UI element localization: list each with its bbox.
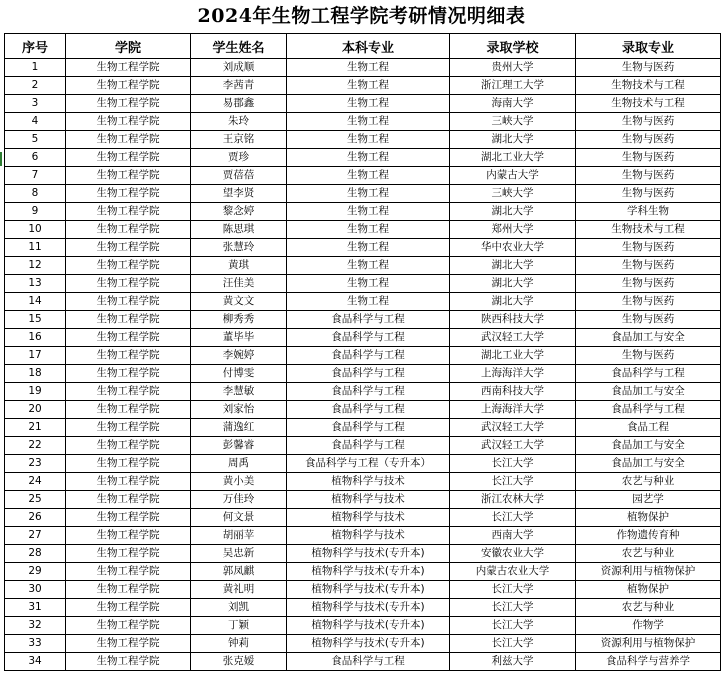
cell-admitted-major: 植物保护 (576, 581, 721, 599)
cell-college: 生物工程学院 (66, 491, 191, 509)
table-row (5, 383, 721, 401)
cell-student-name: 王京铭 (191, 131, 287, 149)
cell-student-name: 刘家怡 (191, 401, 287, 419)
cell-college: 生物工程学院 (66, 599, 191, 617)
cell-student-name: 董毕毕 (191, 329, 287, 347)
cell-admitted-major: 食品加工与安全 (576, 383, 721, 401)
header-admitted-school: 录取学校 (450, 34, 576, 59)
cell-college: 生物工程学院 (66, 581, 191, 599)
cell-college: 生物工程学院 (66, 401, 191, 419)
table-row (5, 401, 721, 419)
cell-college: 生物工程学院 (66, 59, 191, 77)
cell-college: 生物工程学院 (66, 203, 191, 221)
cell-index: 27 (5, 527, 66, 545)
cell-college: 生物工程学院 (66, 113, 191, 131)
cell-undergrad-major: 食品科学与工程 (287, 347, 450, 365)
cell-admitted-major: 食品科学与工程 (576, 401, 721, 419)
cell-admitted-major: 资源利用与植物保护 (576, 635, 721, 653)
cell-admitted-school: 长江大学 (450, 455, 576, 473)
cell-index: 22 (5, 437, 66, 455)
table-row (5, 95, 721, 113)
cell-student-name: 朱玲 (191, 113, 287, 131)
cell-student-name: 易郡鑫 (191, 95, 287, 113)
cell-index: 12 (5, 257, 66, 275)
cell-admitted-school: 湖北大学 (450, 131, 576, 149)
cell-admitted-school: 利兹大学 (450, 653, 576, 671)
cell-college: 生物工程学院 (66, 149, 191, 167)
cell-admitted-school: 海南大学 (450, 95, 576, 113)
table-row (5, 275, 721, 293)
cell-index: 5 (5, 131, 66, 149)
cell-admitted-major: 食品科学与营养学 (576, 653, 721, 671)
cell-admitted-school: 上海海洋大学 (450, 401, 576, 419)
cell-admitted-school: 上海海洋大学 (450, 365, 576, 383)
cell-student-name: 周禹 (191, 455, 287, 473)
table-header (5, 34, 721, 59)
cell-college: 生物工程学院 (66, 221, 191, 239)
cell-undergrad-major: 植物科学与技术(专升本) (287, 563, 450, 581)
cell-undergrad-major: 植物科学与技术 (287, 473, 450, 491)
cell-student-name: 黄小美 (191, 473, 287, 491)
cell-student-name: 张克嫒 (191, 653, 287, 671)
cell-index: 15 (5, 311, 66, 329)
table-row (5, 473, 721, 491)
cell-index: 7 (5, 167, 66, 185)
cell-admitted-major: 农艺与种业 (576, 545, 721, 563)
table-row (5, 563, 721, 581)
table-row (5, 239, 721, 257)
cell-index: 34 (5, 653, 66, 671)
cell-undergrad-major: 植物科学与技术 (287, 527, 450, 545)
cell-college: 生物工程学院 (66, 275, 191, 293)
cell-college: 生物工程学院 (66, 347, 191, 365)
cell-undergrad-major: 生物工程 (287, 113, 450, 131)
cell-index: 32 (5, 617, 66, 635)
header-index: 序号 (5, 34, 66, 59)
table-row (5, 113, 721, 131)
cell-admitted-major: 资源利用与植物保护 (576, 563, 721, 581)
cell-student-name: 李茜青 (191, 77, 287, 95)
cell-undergrad-major: 生物工程 (287, 185, 450, 203)
cell-undergrad-major: 生物工程 (287, 239, 450, 257)
row-indicator (0, 152, 2, 166)
cell-undergrad-major: 植物科学与技术(专升本) (287, 581, 450, 599)
cell-undergrad-major: 植物科学与技术 (287, 491, 450, 509)
cell-admitted-school: 安徽农业大学 (450, 545, 576, 563)
cell-index: 24 (5, 473, 66, 491)
cell-admitted-major: 生物与医药 (576, 167, 721, 185)
cell-admitted-major: 生物与医药 (576, 113, 721, 131)
table-row (5, 581, 721, 599)
cell-admitted-major: 生物技术与工程 (576, 77, 721, 95)
cell-college: 生物工程学院 (66, 239, 191, 257)
cell-undergrad-major: 食品科学与工程（专升本） (287, 455, 450, 473)
cell-college: 生物工程学院 (66, 311, 191, 329)
table-body (5, 59, 721, 671)
cell-college: 生物工程学院 (66, 419, 191, 437)
cell-index: 8 (5, 185, 66, 203)
header-admitted-major: 录取专业 (576, 34, 721, 59)
cell-index: 14 (5, 293, 66, 311)
cell-admitted-school: 长江大学 (450, 617, 576, 635)
cell-admitted-school: 湖北大学 (450, 257, 576, 275)
cell-admitted-school: 郑州大学 (450, 221, 576, 239)
cell-admitted-school: 武汉轻工大学 (450, 419, 576, 437)
cell-college: 生物工程学院 (66, 131, 191, 149)
table-row (5, 293, 721, 311)
header-college: 学院 (66, 34, 191, 59)
cell-undergrad-major: 食品科学与工程 (287, 383, 450, 401)
cell-admitted-major: 生物与医药 (576, 347, 721, 365)
cell-admitted-major: 园艺学 (576, 491, 721, 509)
header-student-name: 学生姓名 (191, 34, 287, 59)
page-title: 2024年生物工程学院考研情况明细表 (197, 5, 526, 27)
table-row (5, 437, 721, 455)
cell-admitted-school: 内蒙古农业大学 (450, 563, 576, 581)
cell-admitted-major: 作物遗传育种 (576, 527, 721, 545)
cell-undergrad-major: 生物工程 (287, 59, 450, 77)
table-row (5, 527, 721, 545)
cell-index: 21 (5, 419, 66, 437)
cell-student-name: 蒲逸红 (191, 419, 287, 437)
table-row (5, 509, 721, 527)
cell-student-name: 张慧玲 (191, 239, 287, 257)
cell-admitted-major: 生物与医药 (576, 257, 721, 275)
table-row (5, 131, 721, 149)
cell-admitted-school: 武汉轻工大学 (450, 329, 576, 347)
cell-undergrad-major: 食品科学与工程 (287, 365, 450, 383)
cell-index: 19 (5, 383, 66, 401)
cell-student-name: 黄礼明 (191, 581, 287, 599)
cell-admitted-major: 生物与医药 (576, 239, 721, 257)
cell-index: 26 (5, 509, 66, 527)
cell-admitted-school: 长江大学 (450, 635, 576, 653)
cell-student-name: 黎念婷 (191, 203, 287, 221)
cell-admitted-school: 湖北大学 (450, 275, 576, 293)
cell-undergrad-major: 食品科学与工程 (287, 311, 450, 329)
cell-admitted-major: 食品科学与工程 (576, 365, 721, 383)
cell-admitted-school: 贵州大学 (450, 59, 576, 77)
cell-index: 16 (5, 329, 66, 347)
cell-student-name: 黄文文 (191, 293, 287, 311)
cell-student-name: 丁颖 (191, 617, 287, 635)
cell-student-name: 郭凤麒 (191, 563, 287, 581)
table-row (5, 365, 721, 383)
cell-admitted-school: 内蒙古大学 (450, 167, 576, 185)
cell-student-name: 彭馨睿 (191, 437, 287, 455)
cell-index: 33 (5, 635, 66, 653)
table-row (5, 329, 721, 347)
table-row (5, 599, 721, 617)
cell-college: 生物工程学院 (66, 293, 191, 311)
cell-college: 生物工程学院 (66, 365, 191, 383)
cell-admitted-major: 生物与医药 (576, 311, 721, 329)
cell-college: 生物工程学院 (66, 437, 191, 455)
cell-index: 30 (5, 581, 66, 599)
cell-admitted-major: 生物技术与工程 (576, 95, 721, 113)
header-undergrad-major: 本科专业 (287, 34, 450, 59)
table-row (5, 59, 721, 77)
cell-admitted-school: 武汉轻工大学 (450, 437, 576, 455)
cell-index: 20 (5, 401, 66, 419)
cell-index: 23 (5, 455, 66, 473)
cell-admitted-school: 华中农业大学 (450, 239, 576, 257)
cell-admitted-school: 浙江农林大学 (450, 491, 576, 509)
cell-index: 2 (5, 77, 66, 95)
cell-undergrad-major: 植物科学与技术 (287, 509, 450, 527)
cell-admitted-school: 西南科技大学 (450, 383, 576, 401)
cell-admitted-school: 三峡大学 (450, 185, 576, 203)
table-row (5, 635, 721, 653)
cell-undergrad-major: 生物工程 (287, 275, 450, 293)
cell-undergrad-major: 食品科学与工程 (287, 329, 450, 347)
admissions-table (4, 33, 721, 671)
cell-college: 生物工程学院 (66, 383, 191, 401)
cell-admitted-major: 食品加工与安全 (576, 329, 721, 347)
table-row (5, 221, 721, 239)
cell-admitted-major: 学科生物 (576, 203, 721, 221)
cell-undergrad-major: 生物工程 (287, 293, 450, 311)
cell-undergrad-major: 生物工程 (287, 77, 450, 95)
cell-college: 生物工程学院 (66, 329, 191, 347)
cell-admitted-major: 生物与医药 (576, 185, 721, 203)
cell-index: 31 (5, 599, 66, 617)
header-row (5, 34, 721, 59)
cell-student-name: 李婉婷 (191, 347, 287, 365)
cell-admitted-major: 生物与医药 (576, 293, 721, 311)
cell-student-name: 汪佳美 (191, 275, 287, 293)
cell-college: 生物工程学院 (66, 77, 191, 95)
cell-index: 10 (5, 221, 66, 239)
cell-admitted-school: 湖北大学 (450, 293, 576, 311)
cell-undergrad-major: 生物工程 (287, 131, 450, 149)
cell-index: 29 (5, 563, 66, 581)
cell-undergrad-major: 生物工程 (287, 203, 450, 221)
table-row (5, 311, 721, 329)
cell-student-name: 柳秀秀 (191, 311, 287, 329)
table-row (5, 545, 721, 563)
cell-student-name: 万佳玲 (191, 491, 287, 509)
cell-college: 生物工程学院 (66, 455, 191, 473)
cell-admitted-school: 三峡大学 (450, 113, 576, 131)
cell-index: 18 (5, 365, 66, 383)
cell-admitted-major: 生物技术与工程 (576, 221, 721, 239)
table-row (5, 617, 721, 635)
cell-college: 生物工程学院 (66, 257, 191, 275)
cell-college: 生物工程学院 (66, 95, 191, 113)
cell-admitted-major: 生物与医药 (576, 59, 721, 77)
cell-college: 生物工程学院 (66, 653, 191, 671)
table-row (5, 347, 721, 365)
cell-student-name: 刘凯 (191, 599, 287, 617)
cell-undergrad-major: 生物工程 (287, 149, 450, 167)
cell-index: 17 (5, 347, 66, 365)
cell-admitted-school: 长江大学 (450, 599, 576, 617)
table-row (5, 419, 721, 437)
cell-admitted-major: 生物与医药 (576, 131, 721, 149)
cell-admitted-major: 生物与医药 (576, 149, 721, 167)
cell-index: 4 (5, 113, 66, 131)
cell-student-name: 贾蓓蓓 (191, 167, 287, 185)
cell-admitted-major: 生物与医药 (576, 275, 721, 293)
cell-undergrad-major: 生物工程 (287, 257, 450, 275)
cell-admitted-major: 食品加工与安全 (576, 437, 721, 455)
cell-student-name: 贾珍 (191, 149, 287, 167)
cell-index: 11 (5, 239, 66, 257)
cell-index: 9 (5, 203, 66, 221)
cell-admitted-major: 作物学 (576, 617, 721, 635)
cell-admitted-school: 陕西科技大学 (450, 311, 576, 329)
cell-admitted-school: 浙江理工大学 (450, 77, 576, 95)
cell-college: 生物工程学院 (66, 509, 191, 527)
cell-student-name: 吴忠新 (191, 545, 287, 563)
cell-student-name: 何文景 (191, 509, 287, 527)
cell-index: 6 (5, 149, 66, 167)
cell-admitted-major: 食品加工与安全 (576, 455, 721, 473)
cell-undergrad-major: 食品科学与工程 (287, 437, 450, 455)
table-row (5, 257, 721, 275)
cell-student-name: 李慧敏 (191, 383, 287, 401)
cell-student-name: 刘成顺 (191, 59, 287, 77)
cell-admitted-major: 农艺与种业 (576, 599, 721, 617)
cell-index: 25 (5, 491, 66, 509)
cell-admitted-school: 西南大学 (450, 527, 576, 545)
cell-undergrad-major: 食品科学与工程 (287, 419, 450, 437)
table-row (5, 455, 721, 473)
cell-college: 生物工程学院 (66, 167, 191, 185)
cell-college: 生物工程学院 (66, 545, 191, 563)
cell-admitted-school: 长江大学 (450, 509, 576, 527)
cell-admitted-school: 长江大学 (450, 581, 576, 599)
cell-admitted-major: 植物保护 (576, 509, 721, 527)
table-row (5, 185, 721, 203)
cell-undergrad-major: 植物科学与技术(专升本) (287, 635, 450, 653)
cell-college: 生物工程学院 (66, 473, 191, 491)
table-row (5, 77, 721, 95)
cell-index: 3 (5, 95, 66, 113)
cell-index: 13 (5, 275, 66, 293)
table-row (5, 167, 721, 185)
cell-undergrad-major: 生物工程 (287, 95, 450, 113)
cell-college: 生物工程学院 (66, 185, 191, 203)
cell-index: 1 (5, 59, 66, 77)
cell-student-name: 钟莉 (191, 635, 287, 653)
cell-undergrad-major: 植物科学与技术(专升本) (287, 599, 450, 617)
cell-college: 生物工程学院 (66, 635, 191, 653)
cell-undergrad-major: 食品科学与工程 (287, 653, 450, 671)
cell-student-name: 黄琪 (191, 257, 287, 275)
cell-student-name: 胡丽苹 (191, 527, 287, 545)
cell-admitted-major: 农艺与种业 (576, 473, 721, 491)
cell-undergrad-major: 食品科学与工程 (287, 401, 450, 419)
table-row (5, 491, 721, 509)
cell-college: 生物工程学院 (66, 563, 191, 581)
table-row (5, 653, 721, 671)
cell-college: 生物工程学院 (66, 527, 191, 545)
table-row (5, 203, 721, 221)
cell-student-name: 望李贤 (191, 185, 287, 203)
cell-admitted-school: 湖北工业大学 (450, 347, 576, 365)
cell-undergrad-major: 植物科学与技术(专升本) (287, 617, 450, 635)
cell-admitted-school: 湖北工业大学 (450, 149, 576, 167)
cell-admitted-major: 食品工程 (576, 419, 721, 437)
cell-admitted-school: 湖北大学 (450, 203, 576, 221)
cell-admitted-school: 长江大学 (450, 473, 576, 491)
table-row (5, 149, 721, 167)
cell-undergrad-major: 生物工程 (287, 221, 450, 239)
cell-index: 28 (5, 545, 66, 563)
cell-undergrad-major: 植物科学与技术(专升本) (287, 545, 450, 563)
cell-student-name: 付博雯 (191, 365, 287, 383)
cell-undergrad-major: 生物工程 (287, 167, 450, 185)
cell-college: 生物工程学院 (66, 617, 191, 635)
cell-student-name: 陈思琪 (191, 221, 287, 239)
